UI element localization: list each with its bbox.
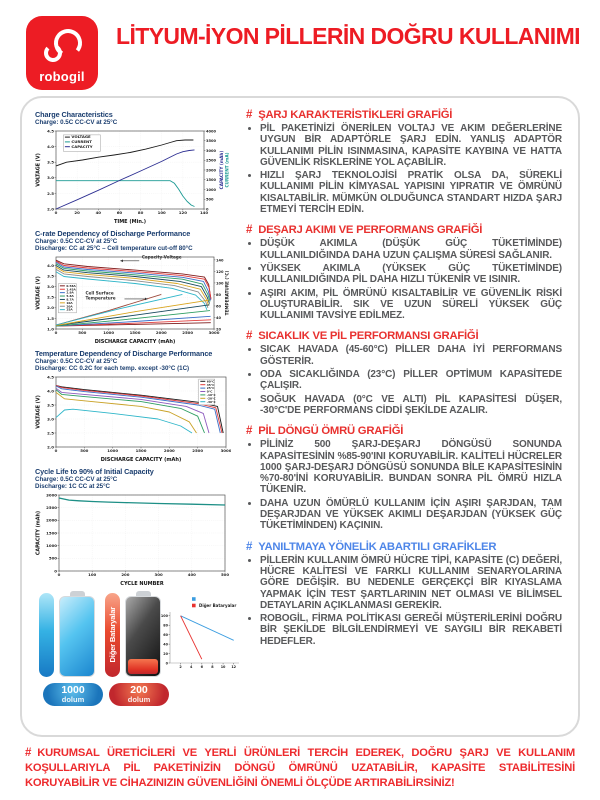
svg-text:VOLTAGE (V): VOLTAGE (V) <box>36 276 42 310</box>
svg-text:2.0: 2.0 <box>47 305 54 311</box>
section-pil-dongu-omru <box>246 425 562 531</box>
other-battery-bar <box>105 593 120 677</box>
hash-mark: # <box>246 109 253 121</box>
svg-text:0°C: 0°C <box>206 389 213 394</box>
svg-text:VOLTAGE (V): VOLTAGE (V) <box>36 395 42 429</box>
section-title: DEŞARJ AKIMI VE PERFORMANS GRAFİĞİ <box>258 224 483 237</box>
section-title: SICAKLIK VE PİL PERFORMANSI GRAFİĞİ <box>258 330 479 343</box>
svg-text:0: 0 <box>206 207 209 212</box>
battery-comparison-panel <box>35 591 236 709</box>
svg-text:60: 60 <box>116 210 123 215</box>
svg-text:1000: 1000 <box>46 543 57 549</box>
bullet-item: • ROBOGİL, FİRMA POLİTİKASI GEREĞİ MÜŞTERİLERİNİ DOĞRU BİR ŞEKİLDE BİLGİLENDİRMEYİ VE SAYGILI BİR REKABETİ HEDEFLER. <box>260 613 562 647</box>
svg-text:-20°C: -20°C <box>206 396 216 401</box>
svg-text:CAPACITY (mAh): CAPACITY (mAh) <box>219 150 224 190</box>
svg-text:1500: 1500 <box>206 178 217 183</box>
svg-text:2.0: 2.0 <box>47 206 54 212</box>
bullet-item: • DÜŞÜK AKIMLA (DÜŞÜK GÜÇ TÜKETİMİNDE) KULLANILDIĞINDA DAHA UZUN ÇALIŞMA SÜRESİ SAĞLANIR. <box>260 238 562 261</box>
svg-text:2500: 2500 <box>192 448 204 453</box>
svg-text:VOLTAGE: VOLTAGE <box>71 134 91 140</box>
cycle-comparison-mini-chart <box>157 595 243 673</box>
section-title: PİL DÖNGÜ ÖMRÜ GRAFİĞİ <box>258 425 404 438</box>
bullet-item: • PİLLERİN KULLANIM ÖMRÜ HÜCRE TİPİ, KAPASİTE (C) DEĞERİ, HÜCRE KALİTESİ VE FARKLI KULLANIM SENARYOLARINA GÖRE DEĞİŞİR. BU NEDENLE GERÇEKÇİ BİR KIYASLAMA YAPMAK İÇİN TEST ŞARTLARININ NET OLMASI VE BİLİMSEL DETAYLARIN AÇIKLANMASI GEREKİR. <box>260 555 562 611</box>
svg-text:2: 2 <box>179 665 182 669</box>
svg-text:1000: 1000 <box>206 187 217 192</box>
svg-text:400: 400 <box>187 572 196 577</box>
svg-text:60: 60 <box>163 633 168 638</box>
section-sarj-karakteristikleri <box>246 109 562 215</box>
svg-text:0.58A: 0.58A <box>66 283 76 288</box>
chart-block-temperature-discharge <box>35 349 236 463</box>
svg-text:0: 0 <box>54 448 58 453</box>
robogil-battery-bar <box>39 593 54 677</box>
robogil-cycles-pill <box>43 683 103 706</box>
section-header <box>246 224 562 236</box>
svg-text:CAPACITY (mAh): CAPACITY (mAh) <box>36 510 42 556</box>
svg-text:3500: 3500 <box>206 139 217 144</box>
svg-text:6: 6 <box>200 665 204 669</box>
hash-mark: # <box>246 330 253 343</box>
chart-subtitle: Charge: 0.5C CC-CV at 25°C <box>35 476 118 483</box>
svg-text:CURRENT: CURRENT <box>71 139 92 144</box>
chart-block-crate-discharge <box>35 229 236 345</box>
svg-text:DISCHARGE CAPACITY (mAh): DISCHARGE CAPACITY (mAh) <box>94 339 176 345</box>
svg-text:1500: 1500 <box>46 530 57 536</box>
hash-mark: # <box>25 747 32 759</box>
temperature-discharge-chart <box>35 373 231 463</box>
svg-text:20: 20 <box>216 327 222 332</box>
svg-text:500: 500 <box>48 555 57 561</box>
svg-text:140: 140 <box>199 210 209 215</box>
bullet-list <box>246 555 562 647</box>
bullet-item: • SOĞUK HAVADA (0°C VE ALTI) PİL KAPASİTESİ DÜŞER, -30°C'DE PERFORMANS CİDDİ ŞEKİLDE AZALIR. <box>260 394 562 417</box>
svg-text:500: 500 <box>80 448 89 453</box>
svg-text:2.5: 2.5 <box>47 190 54 196</box>
cycle-life-chart <box>35 491 231 587</box>
chart-title: Temperature Dependency of Discharge Performance <box>35 349 213 358</box>
battery-body <box>125 596 161 677</box>
svg-text:8.7A: 8.7A <box>66 297 74 302</box>
svg-text:Cell Surface: Cell Surface <box>85 290 114 296</box>
battery-body <box>59 596 95 677</box>
svg-text:-10°C: -10°C <box>206 393 216 397</box>
svg-text:10A: 10A <box>66 300 73 305</box>
svg-text:2.5: 2.5 <box>47 294 54 300</box>
svg-text:3.5: 3.5 <box>47 159 54 165</box>
svg-text:0: 0 <box>165 661 168 666</box>
section-title: YANILTMAYA YÖNELİK ABARTILI GRAFİKLER <box>258 540 497 553</box>
robogil-cycle-count: 1000 <box>61 684 85 696</box>
chart-title: Charge Characteristics <box>35 110 113 119</box>
bullet-list <box>246 123 562 215</box>
svg-text:140: 140 <box>216 258 224 263</box>
svg-text:4: 4 <box>190 665 193 669</box>
section-yaniltici-grafikler <box>246 541 562 647</box>
svg-text:CURRENT (mA): CURRENT (mA) <box>224 152 230 188</box>
svg-text:1500: 1500 <box>129 330 141 335</box>
svg-text:100: 100 <box>160 614 168 619</box>
bullet-list <box>246 439 562 531</box>
svg-text:3.5: 3.5 <box>47 273 54 279</box>
bullet-item: • DAHA UZUN ÖMÜRLÜ KULLANIM İÇİN AŞIRI ŞARJDAN, TAM DEŞARJDAN VE YÜKSEK AKIMLI DEŞARJDAN (YÜKSEK GÜÇ TÜKETİMİNDEN) KAÇININ. <box>260 498 562 532</box>
chart-subtitle: Discharge: CC 0.2C for each temp. except -30°C (1C) <box>35 365 190 372</box>
other-batteries-label: Diğer Bataryalar <box>108 607 117 663</box>
svg-text:1000: 1000 <box>107 448 119 453</box>
svg-text:100: 100 <box>216 281 224 286</box>
svg-text:VOLTAGE (V): VOLTAGE (V) <box>36 153 42 187</box>
chart-block-cycle-life <box>35 467 236 587</box>
section-header <box>246 330 562 342</box>
low-charge-level <box>128 659 158 674</box>
content-panel <box>20 96 580 737</box>
chart-title: C-rate Dependency of Discharge Performance <box>35 229 191 238</box>
svg-text:8: 8 <box>211 665 214 669</box>
svg-text:45°C: 45°C <box>206 382 215 387</box>
svg-text:20A: 20A <box>66 304 73 309</box>
hash-mark: # <box>246 540 253 553</box>
crate-discharge-chart <box>35 253 231 345</box>
svg-text:0: 0 <box>54 210 58 215</box>
svg-text:2500: 2500 <box>206 158 217 163</box>
chart-subtitle: Discharge: 1C CC at 25°C <box>35 483 111 490</box>
hash-mark: # <box>246 425 253 438</box>
section-desarj-akimi <box>246 224 562 321</box>
svg-text:3.0: 3.0 <box>47 284 54 290</box>
header <box>26 16 580 90</box>
svg-text:Diğer Bataryalar: Diğer Bataryalar <box>199 602 237 608</box>
bullet-item: • PİL PAKETİNİZİ ÖNERİLEN VOLTAJ VE AKIM DEĞERLERİNE UYGUN BİR ADAPTÖRLE ŞARJ EDİN. YANLIŞ ADAPTÖR KULLANIMI PİLİN ISINMASINA, KAPASİTE KAYBINA VE HATTA GÜVENLİK RİSKLERİNE YOL AÇABİLİR. <box>260 123 562 168</box>
robogil-logo <box>26 16 98 90</box>
svg-text:40: 40 <box>163 642 168 647</box>
svg-text:0: 0 <box>54 568 57 574</box>
svg-text:40: 40 <box>216 315 222 320</box>
svg-text:200: 200 <box>121 572 130 577</box>
svg-text:40: 40 <box>95 210 101 215</box>
svg-text:120: 120 <box>178 210 187 215</box>
chart-title: Cycle Life to 90% of Initial Capacity <box>35 467 154 476</box>
svg-text:2500: 2500 <box>182 330 194 335</box>
svg-text:500: 500 <box>206 197 214 202</box>
svg-text:20: 20 <box>163 651 168 656</box>
text-column <box>238 98 578 735</box>
charge-characteristics-chart <box>35 127 231 225</box>
svg-text:3000: 3000 <box>46 492 57 498</box>
other-cycle-count: 200 <box>130 684 148 696</box>
svg-text:80: 80 <box>137 210 144 215</box>
page-title: LİTYUM-İYON PİLLERİN DOĞRU KULLANIMI <box>116 23 580 49</box>
svg-text:1.45A: 1.45A <box>66 287 76 292</box>
svg-text:3000: 3000 <box>206 148 217 153</box>
svg-text:4.5: 4.5 <box>47 374 54 380</box>
svg-text:TIME (Min.): TIME (Min.) <box>113 219 147 225</box>
section-header <box>246 425 562 437</box>
svg-text:60: 60 <box>216 304 222 309</box>
bullet-item: • YÜKSEK AKIMLA (YÜKSEK GÜÇ TÜKETİMİNDE) KULLANILDIĞINDA PİL DAHA HIZLI TÜKENİR VE ISINIR. <box>260 263 562 286</box>
svg-text:3000: 3000 <box>220 448 231 453</box>
svg-text:4.0: 4.0 <box>47 388 54 394</box>
svg-text:2000: 2000 <box>155 330 167 335</box>
bullet-item: • SICAK HAVADA (45-60°C) PİLLER DAHA İYİ PERFORMANS GÖSTERİR. <box>260 344 562 367</box>
svg-text:4.5: 4.5 <box>47 128 54 134</box>
svg-text:12: 12 <box>231 665 237 669</box>
svg-text:2.9A: 2.9A <box>66 290 74 295</box>
svg-text:2000: 2000 <box>163 448 175 453</box>
svg-text:CYCLE NUMBER: CYCLE NUMBER <box>120 581 164 587</box>
section-header <box>246 109 562 121</box>
svg-text:-30°C: -30°C <box>206 399 216 404</box>
svg-text:3.5: 3.5 <box>47 402 54 408</box>
svg-text:CAPACITY: CAPACITY <box>71 143 93 149</box>
chart-block-charge-characteristics <box>35 110 236 225</box>
svg-text:TEMPERATURE (°C): TEMPERATURE (°C) <box>224 270 230 316</box>
svg-text:1500: 1500 <box>135 448 147 453</box>
svg-text:2.5: 2.5 <box>47 430 54 436</box>
section-header <box>246 541 562 553</box>
svg-text:4.0: 4.0 <box>47 262 54 268</box>
svg-text:2000: 2000 <box>46 517 57 523</box>
chart-subtitle: Discharge: CC at 25°C – Cell temperature cut-off 80°C <box>35 245 193 252</box>
svg-text:100: 100 <box>88 572 97 577</box>
charts-column <box>22 98 238 735</box>
svg-text:0: 0 <box>57 572 61 577</box>
svg-text:4.0: 4.0 <box>47 144 54 149</box>
svg-text:80: 80 <box>216 292 222 297</box>
svg-text:Capacity-Voltage: Capacity-Voltage <box>141 254 182 260</box>
svg-text:100: 100 <box>157 210 166 215</box>
bullet-item: • PİLİNİZ 500 ŞARJ-DEŞARJ DÖNGÜSÜ SONUNDA KAPASİTESİNİN %85-90'INI KORUYABİLİR. KALİTELİ HÜCRELER 1000 ŞARJ-DEŞARJ DÖNGÜSÜ SONUNDA BİLE KAPASİTESİNİN %70-80'İNİ KORUYABİLİR. BUNDAN SONRA PİL ÖMRÜ HIZLA TÜKENİR. <box>260 439 562 495</box>
svg-text:80: 80 <box>163 623 168 628</box>
section-sicaklik-performans <box>246 330 562 416</box>
svg-text:DISCHARGE CAPACITY (mAh): DISCHARGE CAPACITY (mAh) <box>100 457 182 463</box>
chart-subtitle: Charge: 0.5C CC-CV at 25°C <box>35 358 118 365</box>
logo-text: robogil <box>39 69 85 84</box>
bullet-item: • HIZLI ŞARJ TEKNOLOJİSİ PRATİK OLSA DA, SÜREKLİ KULLANIMI PİLİN KİMYASAL YAPISINI YIPRATIR VE ÖMRÜNÜ KISALTABİLİR. MÜMKÜN OLDUĞUNCA STANDART HIZDA ŞARJ ETMEYİ TERCİH EDİN. <box>260 170 562 215</box>
other-cycles-pill <box>109 683 169 706</box>
svg-text:25A: 25A <box>66 307 73 312</box>
footer-note <box>25 746 575 790</box>
svg-text:20: 20 <box>74 210 80 215</box>
hash-mark: # <box>246 224 253 237</box>
svg-text:2500: 2500 <box>46 505 57 511</box>
other-cycle-unit: dolum <box>127 694 151 704</box>
svg-text:3000: 3000 <box>208 330 220 335</box>
svg-text:500: 500 <box>78 330 87 335</box>
bullet-list <box>246 344 562 416</box>
chart-subtitle: Charge: 0.5C CC-CV at 25°C <box>35 238 118 245</box>
svg-text:25°C: 25°C <box>206 386 215 391</box>
bullet-item: • AŞIRI AKIM, PİL ÖMRÜNÜ KISALTABİLİR VE GÜVENLİK RİSKİ OLUŞTURABİLİR. SIK VE UZUN SÜRELİ YÜKSEK GÜÇ KULLANIMI TAVSİYE EDİLMEZ. <box>260 288 562 322</box>
other-battery <box>125 591 161 677</box>
svg-text:5.8A: 5.8A <box>66 294 74 299</box>
svg-text:1.0: 1.0 <box>47 326 54 332</box>
svg-text:300: 300 <box>154 572 163 577</box>
robogil-cycle-unit: dolum <box>61 694 85 704</box>
footer-text: KURUMSAL ÜRETİCİLERİ VE YERLİ ÜRÜNLERİ TERCİH EDEREK, DOĞRU ŞARJ VE KULLANIM KOŞULLARIYLA PİL PAKETİNİZİN DÖNGÜ ÖMRÜNÜ UZATABİLİR, KAPASİTE STABİLİTESİNİ KORUYABİLİR VE CİHAZINIZIN GÜVENLİĞİNİ ÖNEMLİ ÖLÇÜDE ARTIRABİLİRSİNİZ! <box>25 747 575 789</box>
robogil-circles-icon <box>26 26 98 64</box>
svg-text:2.0: 2.0 <box>47 444 54 450</box>
svg-text:500: 500 <box>220 572 230 577</box>
robogil-battery <box>59 591 95 677</box>
svg-text:3.0: 3.0 <box>47 175 54 181</box>
section-title: ŞARJ KARAKTERİSTİKLERİ GRAFİĞİ <box>258 109 453 121</box>
svg-text:3.0: 3.0 <box>47 416 54 422</box>
svg-text:1000: 1000 <box>103 330 115 335</box>
svg-text:10: 10 <box>220 665 226 669</box>
svg-text:Temperature: Temperature <box>85 295 116 301</box>
bullet-item: • ODA SICAKLIĞINDA (23°C) PİLLER OPTİMUM KAPASİTEDE ÇALIŞIR. <box>260 369 562 392</box>
chart-subtitle: Charge: 0.5C CC-CV at 25°C <box>35 119 118 126</box>
svg-text:60°C: 60°C <box>206 379 215 384</box>
svg-text:0: 0 <box>54 330 58 335</box>
bullet-list <box>246 238 562 321</box>
svg-text:2000: 2000 <box>206 168 217 173</box>
svg-text:120: 120 <box>216 269 224 274</box>
svg-text:4000: 4000 <box>206 129 217 134</box>
svg-text:1.5: 1.5 <box>47 315 54 321</box>
